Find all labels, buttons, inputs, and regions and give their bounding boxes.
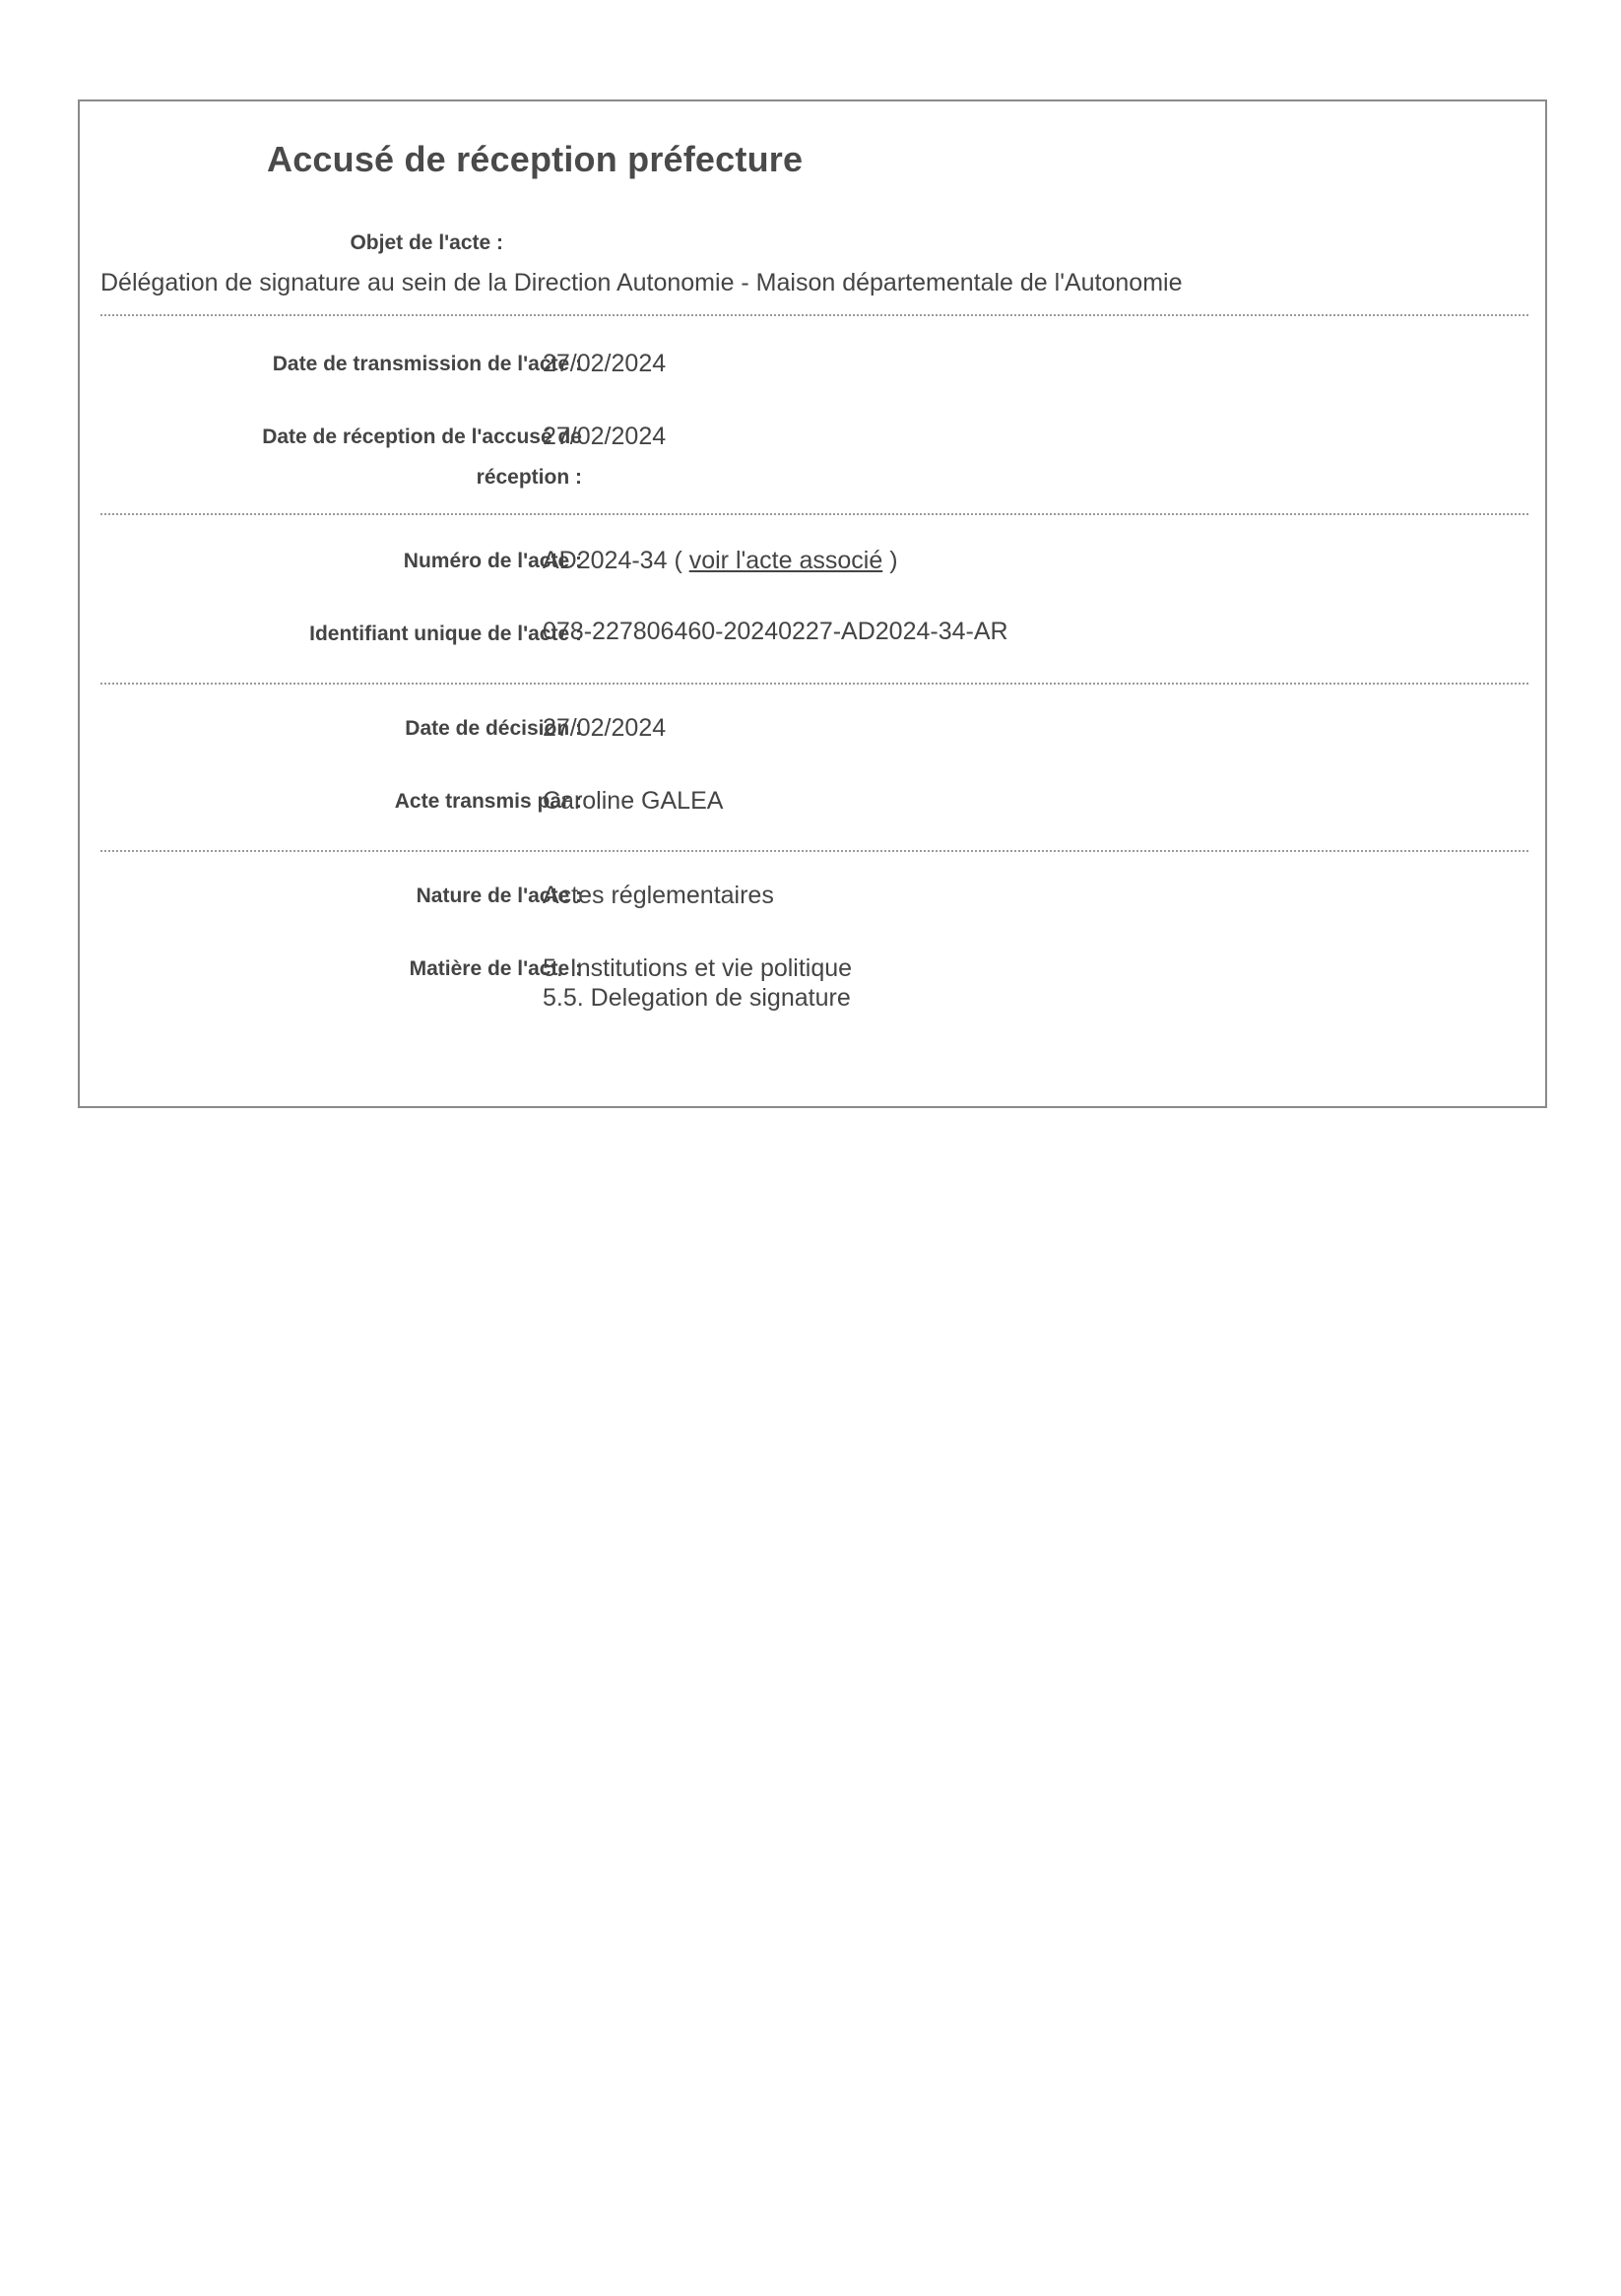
divider <box>100 683 1528 685</box>
divider <box>100 850 1528 852</box>
receipt-date-value: 27/02/2024 <box>543 423 667 450</box>
open-paren: ( <box>674 547 682 574</box>
subject-matter-label: Matière de l'acte : <box>409 957 582 980</box>
receipt-date-label <box>139 417 582 497</box>
subject-matter-line2: 5.5. Delegation de signature <box>543 984 851 1012</box>
receipt-date-label-line1: Date de réception de l'accusé de <box>262 426 582 448</box>
nature-value: Actes réglementaires <box>543 882 774 909</box>
transmitted-by-value: Caroline GALEA <box>543 787 724 815</box>
act-number-text: AD2024-34 <box>543 547 668 574</box>
act-number-value <box>543 546 898 575</box>
decision-date-label: Date de décision : <box>405 717 582 740</box>
view-associated-act-link[interactable]: voir l'acte associé <box>688 547 883 574</box>
transmission-date-value: 27/02/2024 <box>543 350 667 377</box>
close-paren: ) <box>889 547 898 574</box>
transmitted-by-label: Acte transmis par : <box>394 790 582 813</box>
receipt-card <box>78 99 1547 1108</box>
subject-matter-line1: 5. Institutions et vie politique <box>543 954 853 982</box>
divider <box>100 314 1528 316</box>
divider <box>100 513 1528 515</box>
unique-id-label: Identifiant unique de l'acte : <box>309 623 582 645</box>
receipt-date-label-line2: réception : <box>476 466 582 489</box>
nature-label: Nature de l'acte : <box>416 885 582 907</box>
decision-date-value: 27/02/2024 <box>543 714 667 742</box>
subject-value: Délégation de signature au sein de la Direction Autonomie - Maison départementale de l'Autonomie <box>100 269 1183 296</box>
subject-label: Objet de l'acte : <box>350 231 503 254</box>
subject-matter-value <box>543 953 852 1013</box>
transmission-date-label: Date de transmission de l'acte : <box>272 353 582 375</box>
unique-id-value: 078-227806460-20240227-AD2024-34-AR <box>543 618 1008 645</box>
page-title: Accusé de réception préfecture <box>267 139 804 179</box>
act-number-label: Numéro de l'acte : <box>403 550 582 572</box>
